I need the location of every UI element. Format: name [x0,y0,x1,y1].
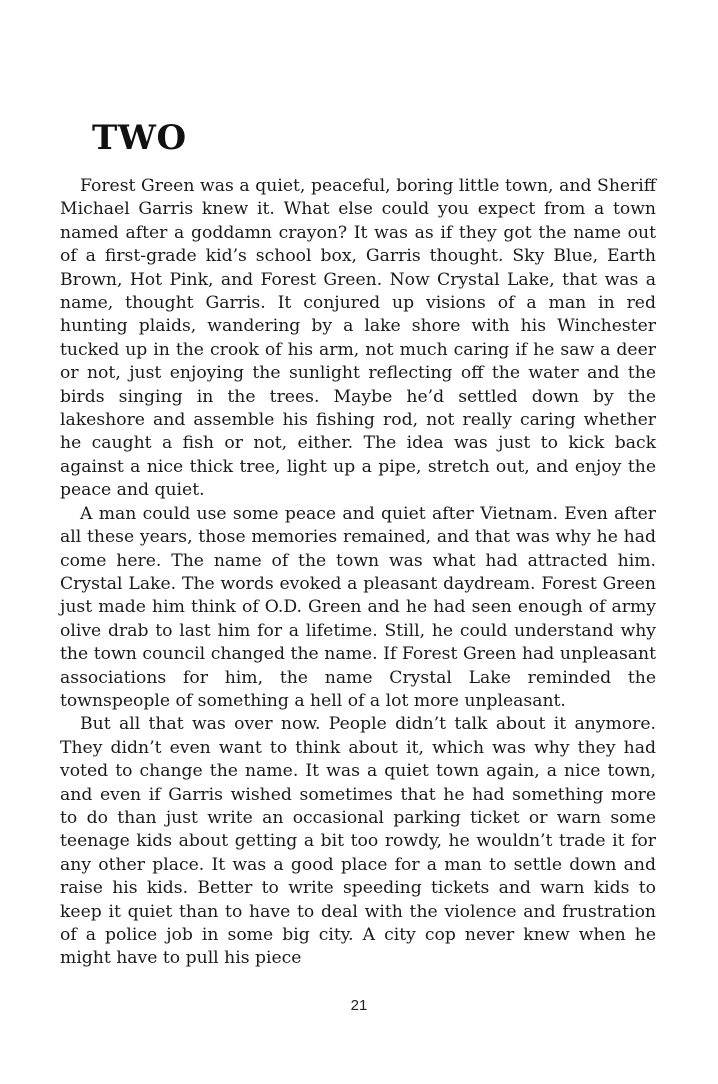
paragraph: But all that was over now. People didn’t talk about it anymore. They didn’t even want to think about it, which was why they had voted to change the name. It was a quiet town again, a nice town, and even if Garris wished sometimes that he had something more to do than just write an occasional parking ticket or warn some teenage kids about getting a bit too rowdy, he wouldn’t trade it for any other place. It was a good place for a man to settle down and raise his kids. Better to write speeding tickets and warn kids to keep it quiet than to have to deal with the violence and frustration of a police job in some big city. A city cop never knew when he might have to pull his piece [60,714,656,969]
chapter-title: TWO [92,118,187,158]
chapter-body [60,175,656,971]
paragraph: Forest Green was a quiet, peaceful, boring little town, and Sheriff Michael Garris knew it. What else could you expect from a town named after a goddamn crayon? It was as if they got the name out of a first-grade kid’s school box, Garris thought. Sky Blue, Earth Brown, Hot Pink, and Forest Green. Now Crystal Lake, that was a name, thought Garris. It conjured up visions of a man in red hunting plaids, wandering by a lake shore with his Winchester tucked up in the crook of his arm, not much caring if he saw a deer or not, just enjoying the sunlight reflecting off the water and the birds singing in the trees. Maybe he’d settled down by the lakeshore and assemble his fishing rod, not really caring whether he caught a fish or not, either. The idea was just to kick back against a nice thick tree, light up a pipe, stretch out, and enjoy the peace and quiet. [60,176,656,501]
page-number: 21 [350,997,368,1014]
paragraph: A man could use some peace and quiet after Vietnam. Even after all these years, those memories remained, and that was why he had come here. The name of the town was what had attracted him. Crystal Lake. The words evoked a pleasant daydream. Forest Green just made him think of O.D. Green and he had seen enough of army olive drab to last him for a lifetime. Still, he could understand why the town council changed the name. If Forest Green had unpleasant associations for him, the name Crystal Lake reminded the townspeople of something a hell of a lot more unpleasant. [60,503,656,711]
